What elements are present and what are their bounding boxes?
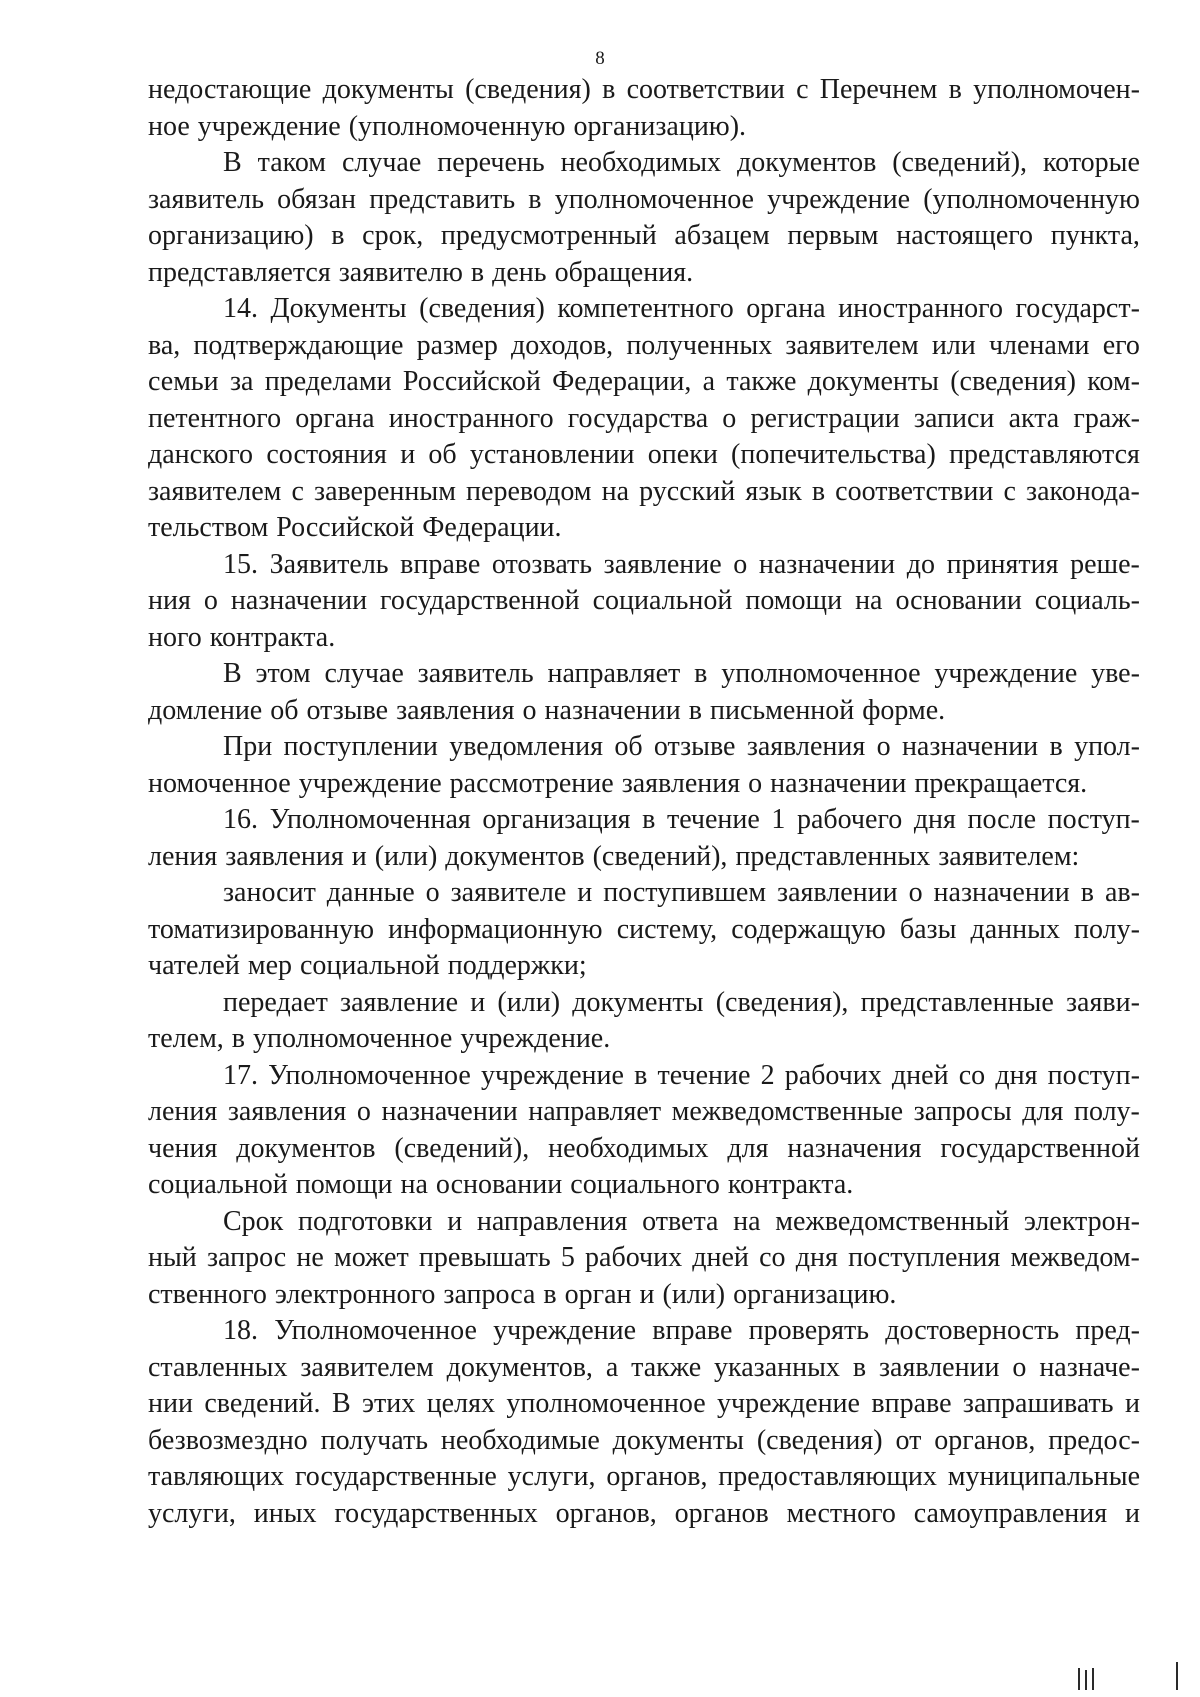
text-line: заявителем с заверенным переводом на русский язык в соответствии с законода- [148,475,1140,507]
text-line: 17. Уполномоченное учреждение в течение 2 рабочих дней со дня поступ- [223,1059,1140,1091]
text-line: чателей мер социальной поддержки; [148,950,587,981]
text-line: домление об отзыве заявления о назначении в письменной форме. [148,694,946,726]
scan-artifact [1085,1670,1087,1690]
text-line: чения документов (сведений), необходимых для назначения государственной [148,1132,1140,1164]
text-line: заявитель обязан представить в уполномоченное учреждение (уполномоченную [148,183,1140,215]
text-line: безвозмездно получать необходимые документы (сведения) от органов, предос- [148,1424,1140,1456]
text-line: ного контракта. [148,621,336,653]
text-line: тавляющих государственные услуги, органов, предоставляющих муниципальные [148,1461,1140,1492]
text-line: При поступлении уведомления об отзыве заявления о назначении в упол- [223,731,1140,762]
scan-artifact [1078,1668,1080,1690]
text-line: телем, в уполномоченное учреждение. [148,1023,611,1054]
text-line: петентного органа иностранного государства о регистрации записи акта граж- [148,402,1140,434]
text-line: ления заявления о назначении направляет межведомственные запросы для полу- [148,1096,1140,1127]
text-line: недостающие документы (сведения) в соответствии с Перечнем в уполномочен- [148,74,1140,105]
document-body [148,72,1140,1532]
text-line: ва, подтверждающие размер доходов, полученных заявителем или членами его [148,329,1140,361]
text-line: 14. Документы (сведения) компетентного органа иностранного государст- [223,293,1140,324]
text-line: ставленных заявителем документов, а также указанных в заявлении о назначе- [148,1351,1140,1383]
text-line: ственного электронного запроса в орган и (или) организацию. [148,1278,897,1310]
text-line: организацию) в срок, предусмотренный абзацем первым настоящего пункта, [148,220,1140,251]
text-line: ления заявления и (или) документов (сведений), представленных заявителем: [148,840,1080,872]
text-line: данского состояния и об установлении опеки (попечительства) представляются [148,439,1140,470]
text-line: ное учреждение (уполномоченную организацию). [148,110,747,142]
text-line: ный запрос не может превышать 5 рабочих дней со дня поступления межведом- [148,1242,1140,1273]
text-line: 18. Уполномоченное учреждение вправе проверять достоверность пред- [223,1315,1140,1346]
text-line: Срок подготовки и направления ответа на межведомственный электрон- [223,1205,1140,1237]
text-line: В таком случае перечень необходимых документов (сведений), которые [223,147,1140,178]
scan-artifact [1176,1662,1178,1690]
text-line: номоченное учреждение рассмотрение заявления о назначении прекращается. [148,767,1088,799]
text-line: 16. Уполномоченная организация в течение 1 рабочего дня после поступ- [223,804,1140,835]
text-line: ния о назначении государственной социальной помощи на основании социаль- [148,585,1140,616]
text-line: передает заявление и (или) документы (сведения), представленные заяви- [223,986,1140,1018]
text-line: 15. Заявитель вправе отозвать заявление о назначении до принятия реше- [223,548,1140,580]
text-line: томатизированную информационную систему, содержащую базы данных полу- [148,913,1140,945]
text-line: тельством Российской Федерации. [148,512,562,543]
text-line: В этом случае заявитель направляет в уполномоченное учреждение уве- [223,658,1140,689]
text-line: заносит данные о заявителе и поступившем заявлении о назначении в ав- [223,877,1140,908]
text-line: услуги, иных государственных органов, органов местного самоуправления и [148,1497,1140,1529]
text-line: социальной помощи на основании социального контракта. [148,1169,854,1200]
text-line: представляется заявителю в день обращения. [148,256,694,288]
text-line: семьи за пределами Российской Федерации, а также документы (сведения) ком- [148,366,1140,397]
scan-artifact [1092,1668,1094,1690]
page-number: 8 [595,48,605,69]
text-line: нии сведений. В этих целях уполномоченное учреждение вправе запрашивать и [148,1388,1140,1419]
